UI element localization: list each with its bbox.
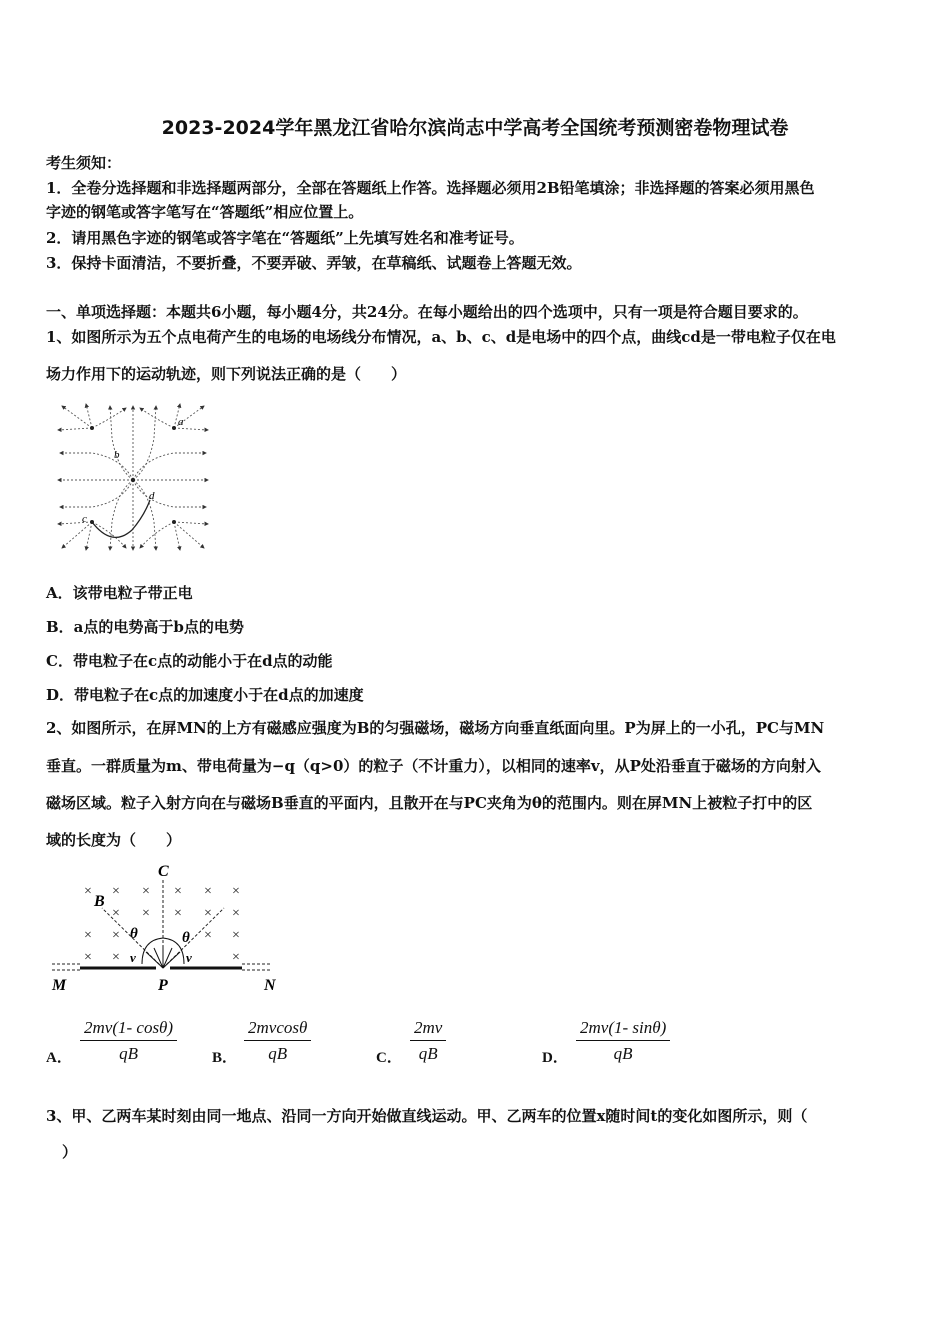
q2-magnetic-diagram bbox=[46, 858, 286, 998]
svg-text:×: × bbox=[204, 906, 212, 921]
q2-option-d-num: 2mv(1- sinθ) bbox=[576, 1018, 670, 1041]
label-b: b bbox=[114, 449, 120, 461]
q2-option-a-fraction bbox=[80, 1018, 177, 1064]
q1-option-d: D．带电粒子在c点的加速度小于在d点的加速度 bbox=[46, 686, 364, 704]
svg-text:×: × bbox=[232, 950, 240, 965]
svg-text:×: × bbox=[174, 884, 182, 899]
q1-text-line-2: 场力作用下的运动轨迹，则下列说法正确的是（ ） bbox=[46, 365, 407, 383]
label-M: M bbox=[52, 977, 67, 994]
notice-line-4: 3．保持卡面清洁，不要折叠，不要弄破、弄皱，在草稿纸、试题卷上答题无效。 bbox=[46, 254, 582, 272]
label-P: P bbox=[158, 977, 168, 994]
q3-text-line-2: ） bbox=[62, 1143, 78, 1161]
svg-text:×: × bbox=[84, 950, 92, 965]
svg-text:×: × bbox=[174, 906, 182, 921]
svg-text:×: × bbox=[112, 928, 120, 943]
q2-option-b-num: 2mvcosθ bbox=[244, 1018, 311, 1041]
notice-heading: 考生须知： bbox=[46, 154, 122, 172]
q2-text-line-2: 垂直。一群质量为m、带电荷量为−q（q>0）的粒子（不计重力），以相同的速率v，从P处沿垂直于磁场的方向射入 bbox=[46, 757, 821, 775]
q2-option-d-fraction bbox=[576, 1018, 670, 1064]
notice-line-2: 字迹的钢笔或答字笔写在“答题纸”相应位置上。 bbox=[46, 203, 364, 221]
svg-text:×: × bbox=[84, 928, 92, 943]
label-v-right: v bbox=[186, 950, 192, 965]
section1-heading: 一、单项选择题：本题共6小题，每小题4分，共24分。在每小题给出的四个选项中，只有一项是符合题目要求的。 bbox=[46, 303, 808, 321]
svg-text:×: × bbox=[112, 950, 120, 965]
svg-text:×: × bbox=[232, 906, 240, 921]
q3-text-line-1: 3、甲、乙两车某时刻由同一地点、沿同一方向开始做直线运动。甲、乙两车的位置x随时间t的变化如图所示，则（ bbox=[46, 1107, 808, 1125]
q2-option-a-label: A． bbox=[46, 1050, 72, 1066]
q2-option-b-den: qB bbox=[268, 1044, 288, 1063]
label-theta-right: θ bbox=[182, 930, 190, 946]
page-title: 2023-2024学年黑龙江省哈尔滨尚志中学高考全国统考预测密卷物理试卷 bbox=[161, 117, 789, 139]
svg-text:×: × bbox=[232, 928, 240, 943]
q2-option-d-den: qB bbox=[613, 1044, 633, 1063]
label-C: C bbox=[158, 863, 169, 880]
field-crosses bbox=[84, 884, 240, 965]
q2-option-a-den: qB bbox=[119, 1044, 138, 1063]
svg-text:×: × bbox=[142, 884, 150, 899]
svg-text:×: × bbox=[204, 928, 212, 943]
q2-text-line-3: 磁场区域。粒子入射方向在与磁场B垂直的平面内，且散开在与PC夹角为θ的范围内。则在屏MN上被粒子打中的区 bbox=[46, 794, 813, 812]
label-c: c bbox=[82, 513, 87, 525]
particle-trajectory bbox=[92, 500, 150, 537]
label-v-left: v bbox=[130, 950, 136, 965]
q2-option-d-label: D． bbox=[542, 1050, 568, 1066]
label-a: a bbox=[178, 416, 184, 428]
q2-option-b-label: B． bbox=[212, 1050, 238, 1066]
notice-line-1: 1．全卷分选择题和非选择题两部分，全部在答题纸上作答。选择题必须用2B铅笔填涂；非选择题的答案必须用黑色 bbox=[46, 179, 815, 197]
svg-text:×: × bbox=[232, 884, 240, 899]
q1-option-c: C．带电粒子在c点的动能小于在d点的动能 bbox=[46, 652, 333, 670]
q2-option-a-num: 2mv(1- cosθ) bbox=[80, 1018, 177, 1041]
q2-option-c-num: 2mv bbox=[410, 1018, 446, 1041]
q2-option-c-label: C． bbox=[376, 1050, 402, 1066]
svg-text:×: × bbox=[142, 906, 150, 921]
label-N: N bbox=[264, 977, 276, 994]
q1-option-a: A．该带电粒子带正电 bbox=[46, 584, 193, 602]
label-d: d bbox=[149, 490, 155, 502]
notice-line-3: 2．请用黑色字迹的钢笔或答字笔在“答题纸”上先填写姓名和准考证号。 bbox=[46, 229, 524, 247]
q2-option-c-fraction bbox=[410, 1018, 446, 1064]
svg-text:×: × bbox=[112, 884, 120, 899]
q1-text-line-1: 1、如图所示为五个点电荷产生的电场的电场线分布情况，a、b、c、d是电场中的四个点，曲线cd是一带电粒子仅在电 bbox=[46, 328, 836, 346]
q1-option-b: B．a点的电势高于b点的电势 bbox=[46, 618, 244, 636]
label-theta-left: θ bbox=[130, 926, 138, 942]
q1-field-diagram bbox=[52, 398, 214, 554]
svg-text:×: × bbox=[112, 906, 120, 921]
q2-option-c-den: qB bbox=[418, 1044, 438, 1063]
q2-text-line-4: 域的长度为（ ） bbox=[46, 831, 182, 849]
q2-option-b-fraction bbox=[244, 1018, 311, 1064]
svg-text:×: × bbox=[204, 884, 212, 899]
q2-text-line-1: 2、如图所示，在屏MN的上方有磁感应强度为B的匀强磁场，磁场方向垂直纸面向里。P为屏上的一小孔，PC与MN bbox=[46, 719, 825, 737]
svg-text:×: × bbox=[84, 884, 92, 899]
label-B: B bbox=[94, 893, 105, 910]
